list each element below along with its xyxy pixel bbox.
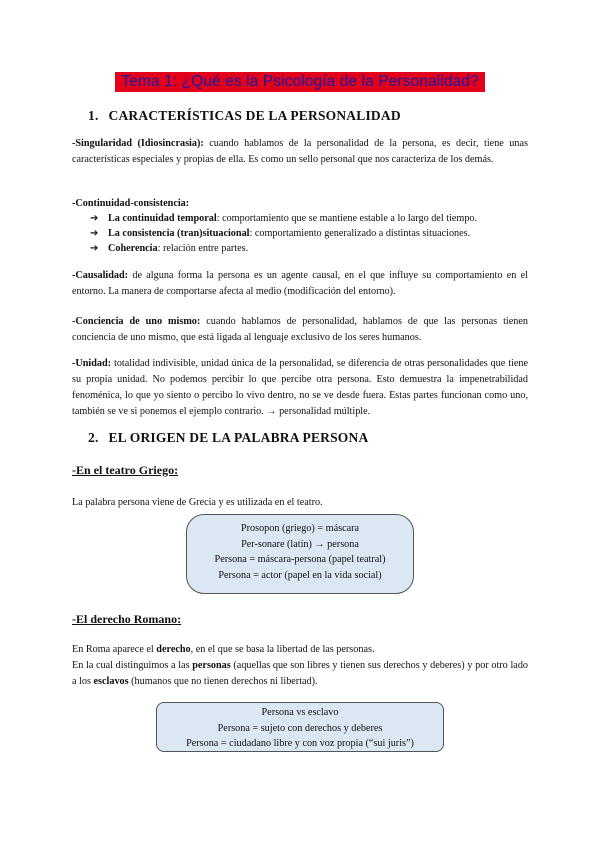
text-singularidad: cuando hablamos de la personalidad de la persona, es decir, tiene unas características especiales y propias de ella. Es como un sello personal que nos caracteriza de los demás.: [72, 138, 528, 165]
section-2-number: 2.: [88, 430, 99, 445]
section-1-title: CARACTERÍSTICAS DE LA PERSONALIDAD: [108, 108, 401, 123]
section-2-title: EL ORIGEN DE LA PALABRA PERSONA: [108, 430, 369, 445]
text-unidad: totalidad indivisible, unidad única de la personalidad, se diferencia de otras personalidades que tiene su propia unidad. No podemos percibir lo que percibe otra persona. Esto demuestra la impenetrabilidad fenoménica, lo que yo siento o percibo lo vivo dentro, no se ve desde fuera. Estas partes funcionan como uno, también se ve si ponemos el ejemplo contrario. → personalidad múltiple.: [72, 358, 528, 417]
subheading-griego: -En el teatro Griego:: [72, 463, 179, 477]
bullet-continuidad-temporal: [90, 211, 477, 226]
arrow-icon: ➔: [90, 213, 99, 224]
text-causalidad: de alguna forma la persona es un agente causal, en el que influye su comportamiento en el entorno. La manera de comportarse afecta al medio (modificación del entorno).: [72, 270, 528, 297]
term-esclavos: esclavos: [93, 676, 129, 687]
term-derecho: derecho: [156, 644, 191, 655]
box-line: Persona = sujeto con derechos y deberes: [217, 722, 383, 734]
text-romano-1b: , en el que se basa la libertad de las personas.: [190, 644, 375, 655]
text-romano-1a: En Roma aparece el: [72, 644, 157, 655]
bullet-consistencia: [90, 226, 470, 241]
term-continuidad: -Continuidad-consistencia:: [72, 198, 190, 209]
bullet-term: La consistencia (tran)situacional: [108, 228, 250, 239]
bullet-text: : comportamiento generalizado a distintas situaciones.: [249, 228, 471, 239]
bullet-text: : relación entre partes.: [157, 243, 249, 254]
text-romano-2a: En la cual distinguimos a las: [72, 660, 193, 671]
paragraph-griego: La palabra persona viene de Grecia y es utilizada en el teatro.: [72, 497, 323, 508]
box-line: Persona = máscara-persona (papel teatral): [214, 554, 386, 565]
text-conciencia: cuando hablamos de personalidad, hablamos de que las personas tienen conciencia de uno mismo, que está ligada al lenguaje exclusivo de los seres humanos.: [72, 316, 528, 343]
subheading-romano: -El derecho Romano:: [72, 612, 182, 626]
document-title: Tema 1: ¿Qué es la Psicología de la Personalidad?: [115, 72, 484, 92]
term-personas: personas: [192, 660, 231, 671]
box-line: Per-sonare (latín) → persona: [241, 538, 359, 550]
term-singularidad: -Singularidad (Idiosincrasia):: [72, 138, 204, 149]
text-romano-2c: (humanos que no tienen derechos ni libertad).: [128, 676, 318, 687]
box-line: Prosopon (griego) = máscara: [240, 523, 360, 534]
paragraph-unidad: [72, 356, 528, 420]
section-1-heading: [88, 108, 401, 124]
arrow-icon: ➔: [90, 228, 99, 239]
paragraph-romano-1: [72, 642, 528, 658]
bullet-text: : comportamiento que se mantiene estable a lo largo del tiempo.: [216, 213, 478, 224]
title-container: [0, 72, 600, 92]
bullet-term: Coherencia: [108, 243, 158, 254]
box-line: Persona = actor (papel en la vida social): [218, 569, 382, 581]
arrow-icon: ➔: [90, 243, 99, 254]
section-1-number: 1.: [88, 108, 99, 123]
term-unidad: -Unidad:: [72, 358, 112, 369]
paragraph-romano-2: [72, 658, 528, 690]
bullet-term: La continuidad temporal: [108, 213, 217, 224]
paragraph-conciencia: [72, 314, 528, 346]
box-line: Persona = ciudadano libre y con voz propia (“sui juris”): [186, 738, 414, 749]
box-line: Persona vs esclavo: [261, 707, 339, 718]
text-romano-2b: (aquellas que son libres y tienen sus derechos y deberes) y por otro lado a los: [72, 660, 529, 687]
bullet-coherencia: [90, 241, 248, 256]
griego-summary-box: [186, 514, 414, 594]
section-2-heading: [88, 430, 368, 446]
romano-summary-box: [156, 702, 444, 752]
paragraph-continuidad: [72, 196, 528, 212]
term-causalidad: -Causalidad:: [72, 270, 129, 281]
term-conciencia: -Conciencia de uno mismo:: [72, 316, 201, 327]
paragraph-singularidad: [72, 136, 528, 168]
paragraph-causalidad: [72, 268, 528, 300]
